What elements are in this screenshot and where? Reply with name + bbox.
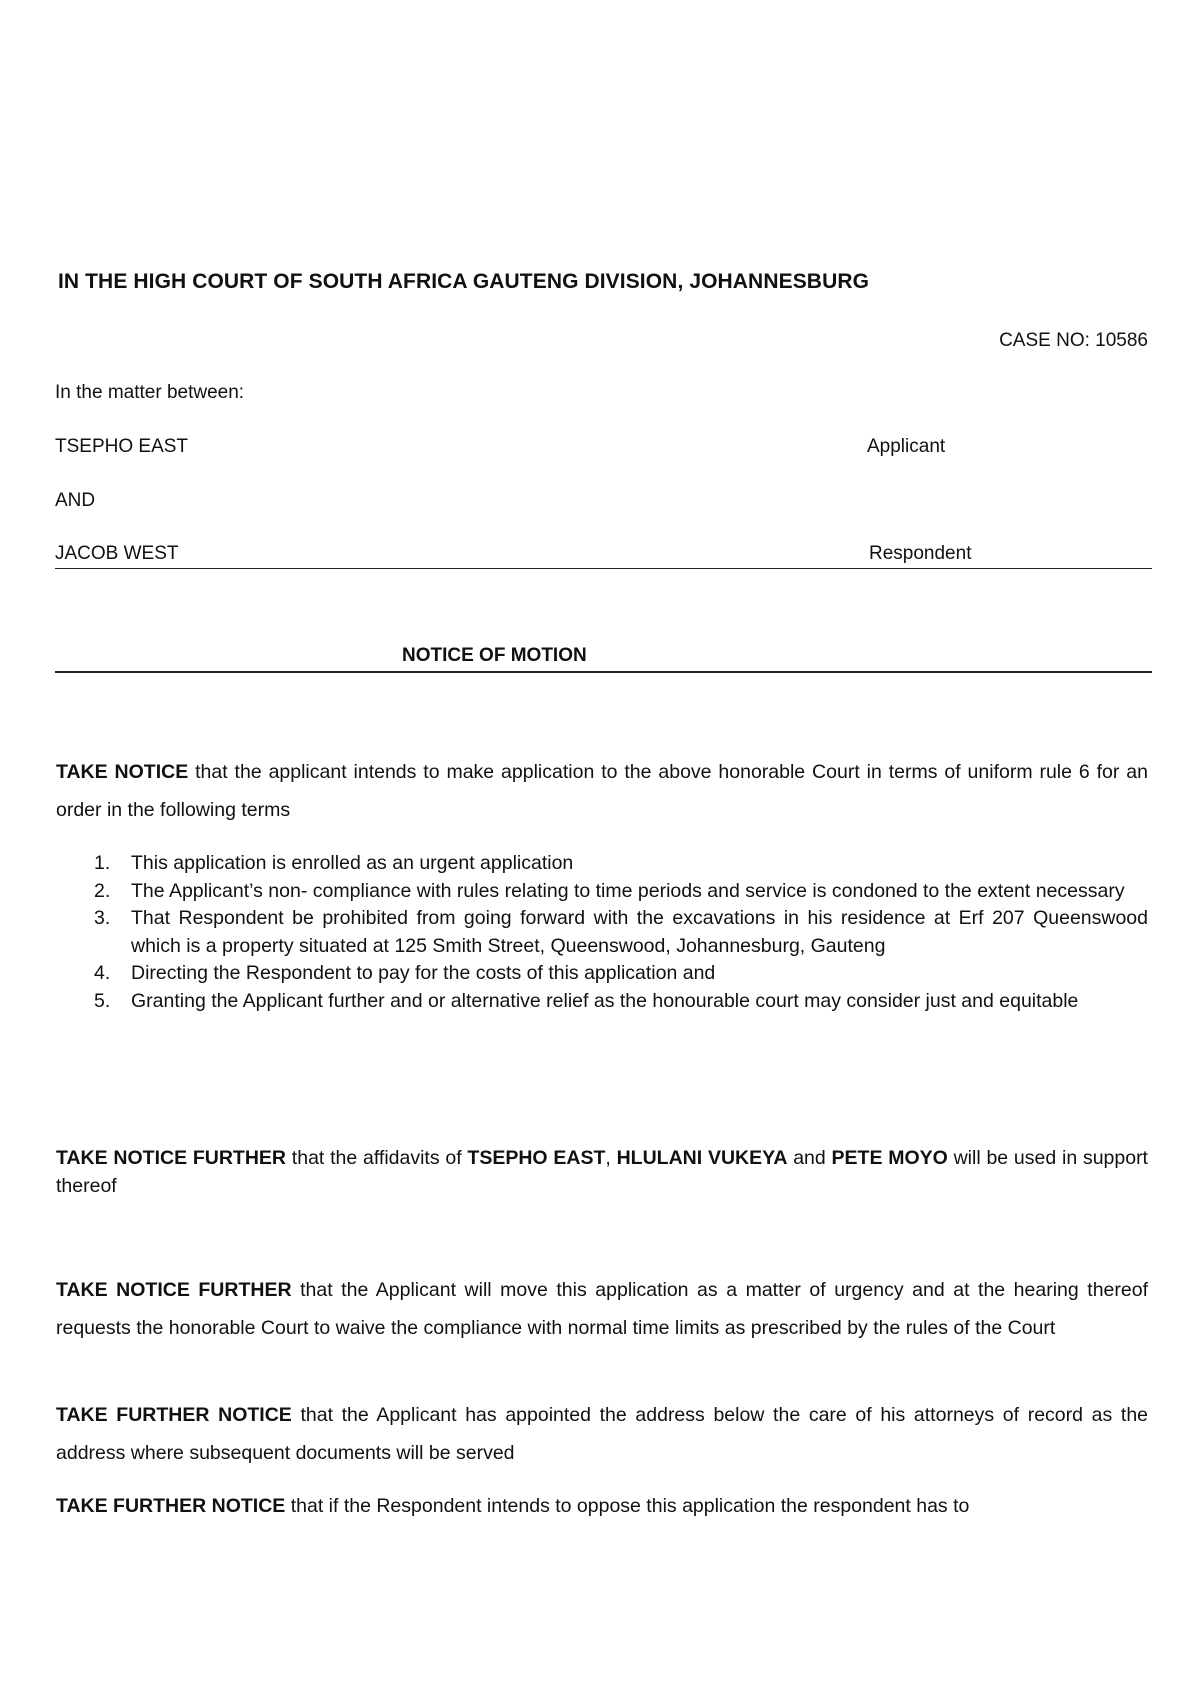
order-text: The Applicant’s non- compliance with rules relating to time periods and service is condoned to the extent necessary xyxy=(131,879,1125,902)
deponent-name: TSEPHO EAST xyxy=(467,1147,606,1169)
orders-list xyxy=(56,850,1148,1015)
urgency-text: that the Applicant will move this application as a matter of urgency and at the hearing thereof requests the honorable Court to waive the compliance with normal time limits as prescribed by the rules of the Court xyxy=(56,1279,1148,1339)
order-text: This application is enrolled as an urgent application xyxy=(131,852,574,874)
applicant-role: Applicant xyxy=(867,436,946,457)
case-number: CASE NO: 10586 xyxy=(999,330,1148,351)
affidavits-text: that the affidavits of xyxy=(286,1147,468,1169)
respondent-name: JACOB WEST xyxy=(55,543,179,564)
order-number: 1. xyxy=(94,852,111,874)
respondent-role: Respondent xyxy=(869,543,972,564)
affidavits-paragraph xyxy=(56,1144,1148,1200)
address-text: that the Applicant has appointed the address below the care of his attorneys of record as the address where subsequent documents will be served xyxy=(56,1404,1149,1464)
order-number: 2. xyxy=(94,879,111,902)
order-text: Granting the Applicant further and or alternative relief as the honourable court may consider just and equitable xyxy=(131,989,1079,1012)
parties-divider xyxy=(55,568,1152,569)
applicant-name: TSEPHO EAST xyxy=(55,436,189,457)
list-item xyxy=(56,850,1148,878)
affidavits-lead: TAKE NOTICE FURTHER xyxy=(56,1147,287,1169)
order-number: 5. xyxy=(94,989,111,1012)
list-item xyxy=(56,905,1148,960)
address-lead: TAKE FURTHER NOTICE xyxy=(56,1404,292,1426)
list-item xyxy=(56,878,1148,906)
order-text: That Respondent be prohibited from going forward with the excavations in his residence at Erf 207 Queenswood which is a property situated at 125 Smith Street, Queenswood, Johannesburg, Gauteng xyxy=(131,907,1148,957)
order-number: 3. xyxy=(94,907,111,929)
order-text: Directing the Respondent to pay for the costs of this application and xyxy=(131,962,716,984)
oppose-paragraph xyxy=(56,1487,1148,1525)
oppose-lead: TAKE FURTHER NOTICE xyxy=(56,1495,286,1517)
parties-intro: In the matter between: xyxy=(55,382,245,403)
affidavits-text: will be used in support thereof xyxy=(56,1147,1148,1197)
list-item xyxy=(56,960,1148,988)
list-item xyxy=(56,988,1148,1016)
oppose-text: that if the Respondent intends to oppose this application the respondent has to xyxy=(285,1495,970,1517)
notice-text: that the applicant intends to make application to the above honorable Court in terms of uniform rule 6 for an order in the following terms xyxy=(56,761,1148,821)
notice-lead: TAKE NOTICE xyxy=(56,761,189,783)
court-title: IN THE HIGH COURT OF SOUTH AFRICA GAUTENG DIVISION, JOHANNESBURG xyxy=(58,270,870,293)
conjunction: AND xyxy=(55,490,96,511)
affidavits-text: and xyxy=(787,1147,832,1169)
address-paragraph xyxy=(56,1396,1148,1472)
title-divider xyxy=(55,671,1152,673)
document-title: NOTICE OF MOTION xyxy=(402,645,587,666)
deponent-name: HLULANI VUKEYA xyxy=(616,1147,788,1169)
order-number: 4. xyxy=(94,962,111,984)
deponent-name: PETE MOYO xyxy=(831,1147,948,1169)
notice-paragraph xyxy=(56,753,1148,829)
urgency-paragraph xyxy=(56,1271,1148,1347)
affidavits-text: , xyxy=(605,1147,617,1169)
urgency-lead: TAKE NOTICE FURTHER xyxy=(56,1279,292,1301)
